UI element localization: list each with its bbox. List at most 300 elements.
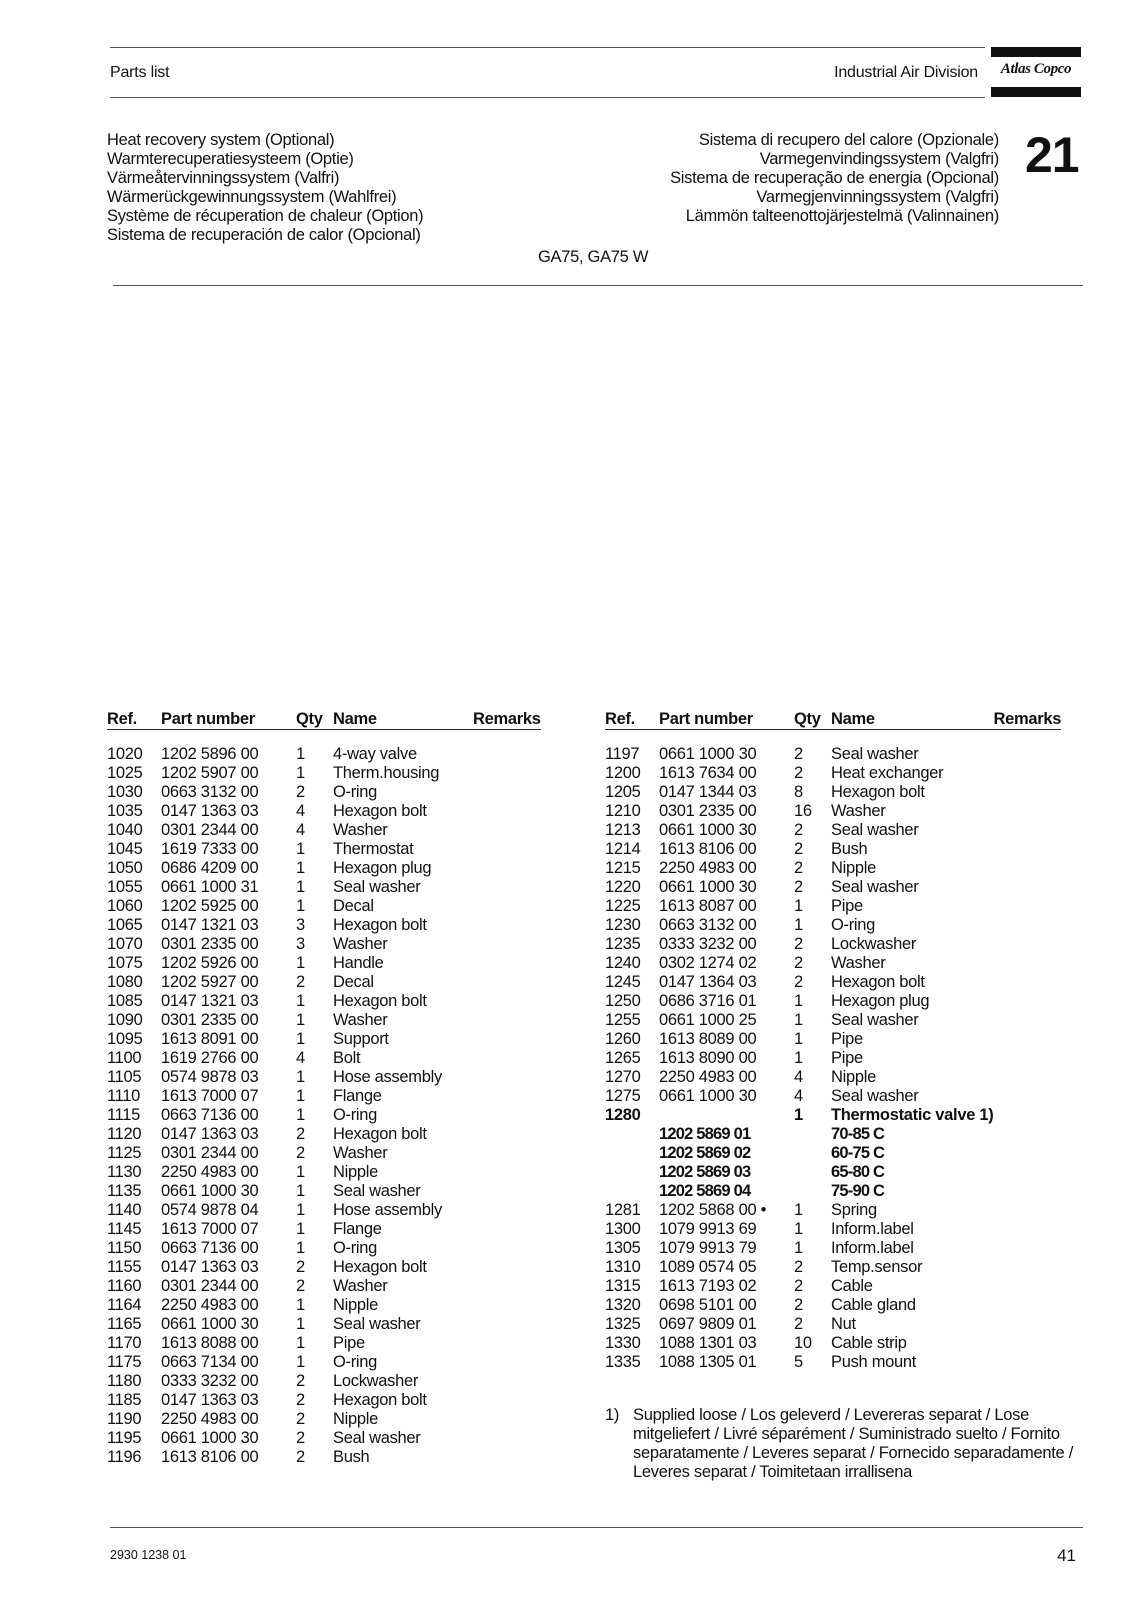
part-number-cell: 0302 1274 02 — [659, 954, 757, 972]
part-number-cell: 0686 3716 01 — [659, 992, 757, 1010]
qty-cell: 1 — [296, 1030, 305, 1048]
table-row — [605, 1144, 1061, 1163]
header-bottom-rule — [110, 97, 985, 98]
remarks-cell — [993, 1220, 1061, 1239]
qty-cell: 2 — [794, 764, 803, 782]
table-row — [107, 1410, 541, 1429]
col-ref: Ref. — [605, 703, 659, 730]
part-number-cell: 1613 7193 02 — [659, 1277, 757, 1295]
qty-cell: 1 — [296, 764, 305, 782]
table-row — [605, 1106, 1061, 1125]
titles-right — [670, 131, 999, 226]
ref-cell: 1115 — [107, 1106, 141, 1124]
name-cell: Hose assembly — [333, 1068, 442, 1086]
remarks-cell — [993, 1030, 1061, 1049]
parts-table-right — [605, 703, 1061, 1372]
ref-cell — [605, 1163, 659, 1182]
ref-cell — [605, 1144, 659, 1163]
ref-cell: 1310 — [605, 1258, 641, 1276]
remarks-cell — [473, 1277, 541, 1296]
qty-cell: 1 — [794, 1011, 803, 1029]
qty-cell: 1 — [296, 1011, 305, 1029]
remarks-cell — [993, 859, 1061, 878]
ref-cell: 1300 — [605, 1220, 641, 1238]
table-row — [107, 1144, 541, 1163]
logo-wordmark: Atlas Copco — [1000, 61, 1072, 77]
name-cell: Inform.label — [831, 1239, 914, 1257]
name-cell: Spring — [831, 1201, 877, 1219]
table-row — [605, 1049, 1061, 1068]
header-division: Industrial Air Division — [834, 64, 978, 81]
part-number-cell: 0301 2344 00 — [161, 821, 259, 839]
table-row — [107, 1429, 541, 1448]
name-cell: Seal washer — [831, 878, 919, 896]
part-number-cell: 0301 2335 00 — [161, 1011, 259, 1029]
remarks-cell — [473, 764, 541, 783]
ref-cell: 1250 — [605, 992, 641, 1010]
remarks-cell — [993, 1182, 1061, 1201]
qty-cell: 1 — [296, 1220, 305, 1238]
table-row — [605, 1201, 1061, 1220]
name-cell: Nipple — [333, 1410, 378, 1428]
part-number-cell: 1202 5926 00 — [161, 954, 259, 972]
remarks-cell — [993, 1201, 1061, 1220]
name-cell: Hexagon bolt — [831, 783, 925, 801]
table-row — [107, 1125, 541, 1144]
table-row — [605, 897, 1061, 916]
part-number-cell: 1202 5869 02 — [659, 1144, 751, 1162]
remarks-cell — [993, 878, 1061, 897]
remarks-cell — [473, 1125, 541, 1144]
part-number-cell: 1613 8090 00 — [659, 1049, 757, 1067]
qty-cell: 2 — [794, 821, 803, 839]
table-row — [605, 1182, 1061, 1201]
ref-cell: 1195 — [107, 1429, 142, 1447]
table-row — [107, 1372, 541, 1391]
part-number-cell: 1613 7634 00 — [659, 764, 757, 782]
part-number-cell: 0333 3232 00 — [659, 935, 757, 953]
qty-cell: 5 — [794, 1353, 803, 1371]
ref-cell: 1025 — [107, 764, 143, 782]
document-code: 2930 1238 01 — [110, 1548, 187, 1562]
name-cell: Pipe — [831, 897, 863, 915]
qty-cell: 1 — [794, 1049, 803, 1067]
ref-cell: 1105 — [107, 1068, 142, 1086]
ref-cell: 1150 — [107, 1239, 142, 1257]
table-row — [605, 1334, 1061, 1353]
footnote-line: separatamente / Leveres separat / Fornecido separadamente / — [633, 1444, 1073, 1462]
table-row — [107, 1106, 541, 1125]
remarks-cell — [993, 1258, 1061, 1277]
name-cell: Therm.housing — [333, 764, 440, 782]
table-row — [107, 1334, 541, 1353]
part-number-cell: 0697 9809 01 — [659, 1315, 757, 1333]
remarks-cell — [993, 897, 1061, 916]
ref-cell: 1200 — [605, 764, 641, 782]
name-cell: Bush — [333, 1448, 370, 1466]
qty-cell: 2 — [296, 1125, 305, 1143]
part-number-cell: 0661 1000 30 — [161, 1429, 259, 1447]
remarks-cell — [473, 1258, 541, 1277]
name-cell: Hexagon bolt — [333, 1391, 427, 1409]
qty-cell: 1 — [296, 840, 305, 858]
table-row — [605, 802, 1061, 821]
name-cell: Seal washer — [333, 1182, 421, 1200]
remarks-cell — [473, 1372, 541, 1391]
part-number-cell: 0333 3232 00 — [161, 1372, 259, 1390]
ref-cell: 1040 — [107, 821, 143, 839]
name-cell: Nipple — [333, 1296, 378, 1314]
qty-cell — [794, 1163, 831, 1182]
qty-cell: 1 — [794, 1239, 803, 1257]
name-cell: Seal washer — [831, 1087, 919, 1105]
name-cell: Seal washer — [333, 1315, 421, 1333]
qty-cell: 1 — [296, 1163, 305, 1181]
ref-cell: 1164 — [107, 1296, 142, 1314]
remarks-cell — [473, 1391, 541, 1410]
ref-cell: 1170 — [107, 1334, 142, 1352]
ref-cell — [605, 1182, 659, 1201]
ref-cell: 1055 — [107, 878, 143, 896]
qty-cell: 4 — [296, 1049, 305, 1067]
ref-cell: 1335 — [605, 1353, 641, 1371]
ref-cell: 1180 — [107, 1372, 142, 1390]
table-row — [107, 1258, 541, 1277]
name-cell: Hexagon bolt — [333, 992, 427, 1010]
page-number: 41 — [1057, 1546, 1076, 1565]
qty-cell: 1 — [296, 1087, 305, 1105]
part-number-cell: 1613 8088 00 — [161, 1334, 259, 1352]
name-cell: Hexagon bolt — [333, 916, 427, 934]
name-cell: Nipple — [831, 859, 876, 877]
table-row — [605, 1315, 1061, 1334]
title-pt: Sistema de recuperação de energia (Opcional) — [670, 169, 999, 187]
qty-cell: 2 — [794, 1315, 803, 1333]
ref-cell: 1050 — [107, 859, 143, 877]
ref-cell: 1210 — [605, 802, 641, 820]
logo-top-bar — [991, 47, 1081, 57]
table-row — [107, 1220, 541, 1239]
name-cell: Cable — [831, 1277, 873, 1295]
part-number-cell: 1613 8106 00 — [659, 840, 757, 858]
part-number-cell: 0574 9878 03 — [161, 1068, 259, 1086]
table-row — [107, 1277, 541, 1296]
remarks-cell — [993, 935, 1061, 954]
name-cell: Bolt — [333, 1049, 361, 1067]
remarks-cell — [993, 821, 1061, 840]
name-cell: Pipe — [831, 1030, 863, 1048]
name-cell: Flange — [333, 1087, 382, 1105]
name-cell: 65-80 C — [831, 1163, 885, 1181]
table-row — [107, 992, 541, 1011]
atlas-copco-logo — [991, 47, 1081, 97]
remarks-cell — [473, 916, 541, 935]
part-number-cell: 1613 8087 00 — [659, 897, 757, 915]
part-number-cell: 1089 0574 05 — [659, 1258, 757, 1276]
table-row — [107, 730, 541, 765]
footnote-marker: 1) — [605, 1406, 620, 1424]
title-nl: Warmterecuperatiesysteem (Optie) — [107, 150, 354, 168]
name-cell: Support — [333, 1030, 389, 1048]
name-cell: Nipple — [333, 1163, 378, 1181]
remarks-cell — [473, 992, 541, 1011]
part-number-cell: 1613 7000 07 — [161, 1220, 259, 1238]
remarks-cell — [993, 1315, 1061, 1334]
section-number: 21 — [1025, 127, 1079, 183]
table-row — [107, 1049, 541, 1068]
name-cell: Temp.sensor — [831, 1258, 923, 1276]
name-cell: O-ring — [333, 1239, 378, 1257]
remarks-cell — [473, 1410, 541, 1429]
qty-cell: 2 — [296, 973, 305, 991]
remarks-cell — [473, 1334, 541, 1353]
part-number-cell: 0663 3132 00 — [659, 916, 757, 934]
name-cell: Heat exchanger — [831, 764, 944, 782]
table-row — [107, 897, 541, 916]
ref-cell — [605, 1125, 659, 1144]
qty-cell: 4 — [794, 1087, 803, 1105]
qty-cell: 2 — [296, 1258, 305, 1276]
ref-cell: 1175 — [107, 1353, 142, 1371]
remarks-cell — [993, 764, 1061, 783]
model-designation: GA75, GA75 W — [538, 248, 649, 266]
qty-cell: 1 — [794, 1030, 803, 1048]
part-number-cell: 1619 7333 00 — [161, 840, 259, 858]
ref-cell: 1075 — [107, 954, 143, 972]
name-cell: Pipe — [333, 1334, 365, 1352]
part-number-cell: 1202 5896 00 — [161, 745, 259, 763]
qty-cell: 2 — [296, 783, 305, 801]
qty-cell: 2 — [794, 745, 803, 763]
col-qty: Qty — [794, 703, 831, 730]
title-da: Varmegenvindingssystem (Valgfri) — [759, 150, 999, 168]
qty-cell: 3 — [296, 935, 305, 953]
part-number-cell: 0301 2335 00 — [161, 935, 259, 953]
part-number-cell: 0147 1363 03 — [161, 802, 259, 820]
title-es: Sistema de recuperación de calor (Opcional) — [107, 226, 421, 244]
name-cell: Decal — [333, 897, 374, 915]
part-number-cell: 0147 1364 03 — [659, 973, 757, 991]
table-row — [605, 821, 1061, 840]
name-cell: Thermostatic valve 1) — [831, 1106, 994, 1124]
ref-cell: 1140 — [107, 1201, 142, 1219]
ref-cell: 1225 — [605, 897, 641, 915]
part-number-cell: 2250 4983 00 — [659, 859, 757, 877]
qty-cell: 1 — [296, 1201, 305, 1219]
ref-cell: 1245 — [605, 973, 641, 991]
ref-cell: 1020 — [107, 745, 143, 763]
part-number-cell: 1202 5869 03 — [659, 1163, 751, 1181]
remarks-cell — [473, 802, 541, 821]
part-number-cell: 0663 7136 00 — [161, 1239, 259, 1257]
table-row — [605, 1087, 1061, 1106]
name-cell: Washer — [333, 821, 388, 839]
part-number-cell — [659, 1106, 794, 1125]
qty-cell: 1 — [296, 897, 305, 915]
remarks-cell — [993, 1163, 1061, 1182]
part-number-cell: 1202 5907 00 — [161, 764, 259, 782]
part-number-cell: 0661 1000 31 — [161, 878, 259, 896]
table-row — [107, 1087, 541, 1106]
part-number-cell: 1079 9913 79 — [659, 1239, 757, 1257]
name-cell: O-ring — [333, 1353, 378, 1371]
qty-cell: 1 — [296, 1182, 305, 1200]
table-row — [605, 992, 1061, 1011]
qty-cell: 2 — [794, 1296, 803, 1314]
remarks-cell — [993, 1011, 1061, 1030]
qty-cell: 1 — [296, 1334, 305, 1352]
footnote-line: mitgeliefert / Livré séparément / Suministrado suelto / Fornito — [633, 1425, 1060, 1443]
table-row — [107, 973, 541, 992]
remarks-cell — [993, 1277, 1061, 1296]
table-header-row — [605, 703, 1061, 730]
parts-table-left — [107, 703, 541, 1467]
part-number-cell: 1613 7000 07 — [161, 1087, 259, 1105]
remarks-cell — [993, 1125, 1061, 1144]
ref-cell: 1197 — [605, 745, 640, 763]
name-cell: Pipe — [831, 1049, 863, 1067]
qty-cell: 8 — [794, 783, 803, 801]
title-en: Heat recovery system (Optional) — [107, 131, 335, 149]
remarks-cell — [473, 783, 541, 802]
remarks-cell — [473, 859, 541, 878]
part-number-cell: 0661 1000 25 — [659, 1011, 757, 1029]
name-cell: O-ring — [831, 916, 876, 934]
part-number-cell: 2250 4983 00 — [161, 1296, 259, 1314]
name-cell: Cable strip — [831, 1334, 907, 1352]
part-number-cell: 1619 2766 00 — [161, 1049, 259, 1067]
remarks-cell — [993, 954, 1061, 973]
col-part-number: Part number — [161, 703, 296, 730]
part-number-cell: 0661 1000 30 — [659, 878, 757, 896]
table-row — [605, 1277, 1061, 1296]
name-cell: Washer — [333, 1144, 388, 1162]
qty-cell: 1 — [296, 1106, 305, 1124]
table-row — [107, 1353, 541, 1372]
table-row — [107, 840, 541, 859]
ref-cell: 1065 — [107, 916, 143, 934]
remarks-cell — [993, 783, 1061, 802]
table-row — [107, 1448, 541, 1467]
table-row — [107, 1068, 541, 1087]
table-row — [605, 916, 1061, 935]
ref-cell: 1080 — [107, 973, 143, 991]
remarks-cell — [993, 1239, 1061, 1258]
qty-cell: 1 — [296, 878, 305, 896]
col-name: Name — [831, 703, 993, 730]
remarks-cell — [993, 802, 1061, 821]
qty-cell: 1 — [296, 1353, 305, 1371]
part-number-cell: 1202 5869 04 — [659, 1182, 751, 1200]
table-row — [605, 1296, 1061, 1315]
remarks-cell — [473, 1144, 541, 1163]
qty-cell — [794, 1125, 831, 1144]
name-cell: Lockwasher — [831, 935, 917, 953]
table-row — [107, 935, 541, 954]
ref-cell: 1214 — [605, 840, 641, 858]
header-top-rule — [110, 47, 985, 48]
name-cell: Push mount — [831, 1353, 917, 1371]
ref-cell: 1320 — [605, 1296, 641, 1314]
part-number-cell: 0301 2344 00 — [161, 1144, 259, 1162]
col-remarks: Remarks — [473, 703, 541, 730]
titles-left — [107, 131, 423, 245]
qty-cell: 1 — [794, 897, 803, 915]
part-number-cell: 1202 5868 00 • — [659, 1201, 767, 1219]
qty-cell: 2 — [296, 1144, 305, 1162]
remarks-cell — [993, 1068, 1061, 1087]
part-number-cell: 0663 7136 00 — [161, 1106, 259, 1124]
ref-cell: 1110 — [107, 1087, 141, 1105]
table-row — [107, 1011, 541, 1030]
qty-cell: 4 — [296, 821, 305, 839]
title-fi: Lämmön talteenottojärjestelmä (Valinnainen) — [685, 207, 999, 225]
qty-cell: 2 — [794, 878, 803, 896]
ref-cell: 1325 — [605, 1315, 641, 1333]
table-row — [107, 1296, 541, 1315]
remarks-cell — [473, 1030, 541, 1049]
footnote-line: Supplied loose / Los geleverd / Levereras separat / Lose — [633, 1406, 1029, 1424]
ref-cell: 1155 — [107, 1258, 142, 1276]
ref-cell: 1095 — [107, 1030, 143, 1048]
remarks-cell — [473, 954, 541, 973]
ref-cell: 1060 — [107, 897, 143, 915]
qty-cell: 1 — [296, 745, 305, 763]
ref-cell: 1260 — [605, 1030, 641, 1048]
qty-cell: 4 — [296, 802, 305, 820]
name-cell: Nut — [831, 1315, 856, 1333]
qty-cell: 2 — [794, 973, 803, 991]
qty-cell: 1 — [794, 916, 803, 934]
remarks-cell — [473, 1182, 541, 1201]
name-cell: Hexagon bolt — [333, 1125, 427, 1143]
remarks-cell — [993, 1106, 1061, 1125]
remarks-cell — [473, 1239, 541, 1258]
qty-cell: 16 — [794, 802, 812, 820]
part-number-cell: 0661 1000 30 — [161, 1315, 259, 1333]
ref-cell: 1280 — [605, 1106, 641, 1124]
remarks-cell — [473, 1201, 541, 1220]
qty-cell: 2 — [296, 1391, 305, 1409]
qty-cell: 2 — [794, 859, 803, 877]
table-row — [605, 1353, 1061, 1372]
table-row — [605, 859, 1061, 878]
remarks-cell — [473, 730, 541, 765]
qty-cell: 10 — [794, 1334, 812, 1352]
name-cell: Washer — [831, 954, 886, 972]
qty-cell: 1 — [794, 1106, 803, 1124]
name-cell: Washer — [333, 1011, 388, 1029]
remarks-cell — [473, 897, 541, 916]
qty-cell: 2 — [296, 1410, 305, 1428]
name-cell: 75-90 C — [831, 1182, 885, 1200]
table-row — [605, 783, 1061, 802]
part-number-cell: 2250 4983 00 — [161, 1163, 259, 1181]
qty-cell: 2 — [296, 1429, 305, 1447]
table-row — [605, 1011, 1061, 1030]
name-cell: Washer — [333, 1277, 388, 1295]
part-number-cell: 0663 3132 00 — [161, 783, 259, 801]
name-cell: 60-75 C — [831, 1144, 885, 1162]
ref-cell: 1330 — [605, 1334, 641, 1352]
part-number-cell: 0147 1321 03 — [161, 916, 259, 934]
part-number-cell: 1088 1301 03 — [659, 1334, 757, 1352]
table-header-row — [107, 703, 541, 730]
qty-cell: 2 — [794, 1258, 803, 1276]
name-cell: Hexagon bolt — [333, 802, 427, 820]
footer-rule — [110, 1527, 1083, 1528]
ref-cell: 1215 — [605, 859, 641, 877]
